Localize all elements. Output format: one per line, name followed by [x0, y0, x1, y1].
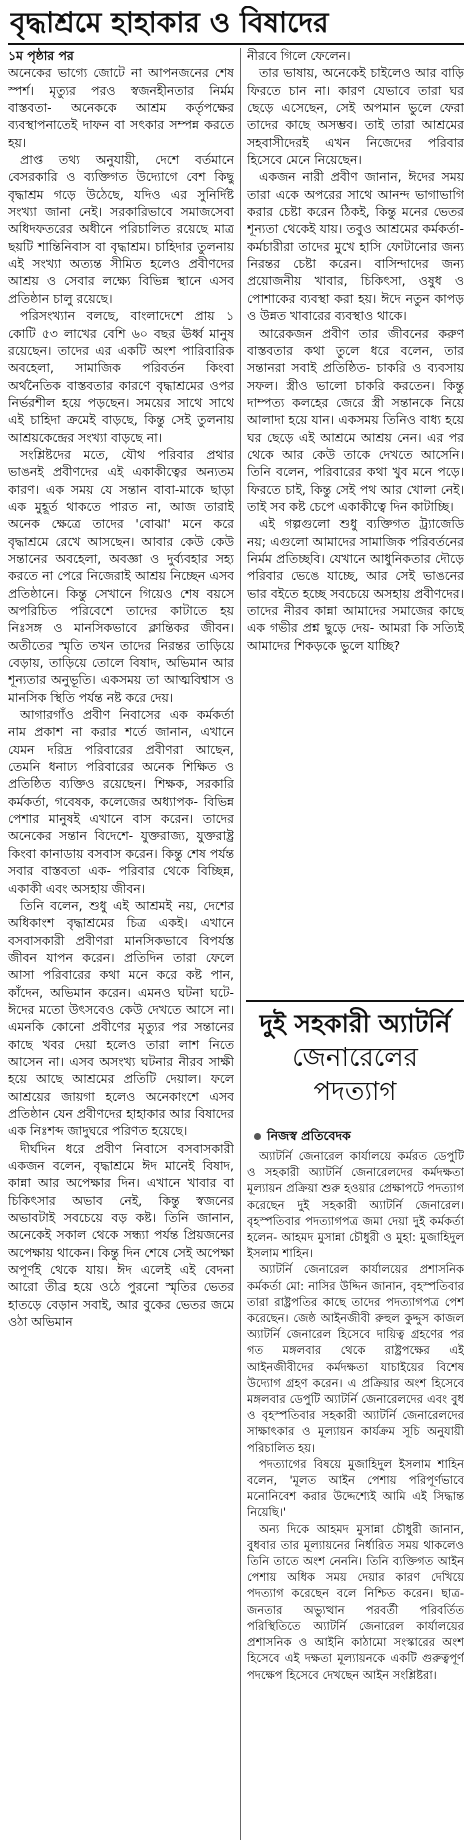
second-article-headline [246, 1007, 464, 1109]
article-paragraph: আরেকজন প্রবীণ তার জীবনের করুণ বাস্তবতার কথা তুলে ধরে বলেন, তার সন্তানরা সবাই প্রতিষ্ঠিত- চাকরি ও ব্যবসায় সফল। স্ত্রীও ভালো চাকরি করতেন। কিন্তু দাম্পত্য কলহের জেরে স্ত্রী সন্তানকে নিয়ে আলাদা হয়ে যান। একসময় তিনিও বাধ্য হয়ে ঘর ছেড়ে এই আশ্রমে আশ্রয় নেন। এর পর থেকে আর কেউ তাকে দেখতে আসেনি। তিনি বলেন, পরিবারের কথা খুব মনে পড়ে। ফিরতে চাই, কিন্তু সেই পথ আর খোলা নেই। তাই সব কষ্ট চেপে একাকীত্বে দিন কাটাচ্ছি। [247, 325, 464, 514]
headline-line-2: জেনারেলের [292, 1043, 418, 1073]
second-article-body [247, 1148, 464, 1842]
article-paragraph: প্রাপ্ত তথ্য অনুযায়ী, দেশে বর্তমানে বেসরকারি ও ব্যক্তিগত উদ্যোগে বেশ কিছু বৃদ্ধাশ্রম গড়ে উঠেছে, যদিও এর সুনির্দিষ্ট সংখ্যা জানা নেই। সরকারিভাবে সমাজসেবা অধিদফতরের অধীনে পরিচালিত রয়েছে মাত্র ছয়টি শান্তিনিবাস বা বৃদ্ধাশ্রম। চাহিদার তুলনায় এই সংখ্যা অত্যন্ত সীমিত হলেও প্রবীণদের আশ্রয় ও সেবার লক্ষ্যে বিভিন্ন স্থানে এসব প্রতিষ্ঠান চালু রয়েছে। [8, 152, 234, 306]
article-paragraph: পদত্যাগের বিষয়ে মুজাহিদুল ইসলাম শাহিন বলেন, 'মূলত আইন পেশায় পরিপূর্ণভাবে মনোনিবেশ করার উদ্দেশ্যেই আমি এই সিদ্ধান্ত নিয়েছি।' [247, 1456, 464, 1520]
article-paragraph: পরিসংখ্যান বলছে, বাংলাদেশে প্রায় ১ কোটি ৫৩ লাখের বেশি ৬০ বছর ঊর্ধ্ব মানুষ রয়েছেন। তাদের এর একটি অংশ পারিবারিক অবহেলা, সামাজিক পরিবর্তন কিংবা অর্থনৈতিক বাস্তবতার কারণে বৃদ্ধাশ্রমের ওপর নির্ভরশীল হয়ে পড়ছেন। সময়ের সাথে সাথে এই চাহিদা ক্রমেই বাড়ছে, কিন্তু সেই তুলনায় আশ্রয়কেন্দ্রের সংখ্যা বাড়ছে না। [8, 308, 234, 445]
article-paragraph: অ্যাটর্নি জেনারেল কার্যালয়ের প্রশাসনিক কর্মকর্তা মো: নাসির উদ্দিন জানান, বৃহস্পতিবার তারা রাষ্ট্রপতির কাছে তাদের পদত্যাগপত্র পেশ করেছেন। জেষ্ঠ আইনজীবী রুহুল কুদ্দুস কাজল অ্যাটর্নি জেনারেল হিসেবে দায়িত্ব গ্রহণের পর গত মঙ্গলবার থেকে রাষ্ট্রপক্ষের এই আইনজীবীদের কর্মদক্ষতা যাচাইয়ের বিশেষ উদ্যোগ গ্রহণ করেন। এ প্রক্রিয়ার অংশ হিসেবে মঙ্গলবার ডেপুটি অ্যাটর্নি জেনারেলদের এবং বুধ ও বৃহস্পতিবার সহকারী অ্যাটর্নি জেনারেলদের সাক্ষাৎকার ও মূল্যায়ন কার্যক্রম সূচি অনুযায়ী পরিচালিত হয়। [247, 1262, 464, 1455]
article-paragraph: দীর্ঘদিন ধরে প্রবীণ নিবাসে বসবাসকারী একজন বলেন, বৃদ্ধাশ্রমে ঈদ মানেই বিষাদ, কান্না আর অপেক্ষার দিন। এখানে খাবার বা চিকিৎসার অভাব নেই, কিন্তু স্বজনের অভাবটাই সবচেয়ে বড় কষ্ট। তিনি জানান, অনেকেই সকাল থেকে সন্ধ্যা পর্যন্ত প্রিয়জনের অপেক্ষায় থাকেন। কিন্তু দিন শেষে সেই অপেক্ষা অপূর্ণই থেকে যায়। ঈদ এলেই এই বেদনা আরো তীব্র হয়ে ওঠে পুরনো স্মৃতির ভেতর হাতড়ে বেড়ান সবাই, আর বুকের ভেতর জমে ওঠা অভিমান [8, 1140, 234, 1330]
headline-line-1: দুই সহকারী অ্যাটর্নি [259, 1009, 451, 1038]
article-paragraph: একজন নারী প্রবীণ জানান, ঈদের সময় তারা একে অপরের সাথে আনন্দ ভাগাভাগি করার চেষ্টা করেন ঠিকই, কিন্তু মনের ভেতর শূন্যতা থেকেই যায়। তবুও আশ্রমের কর্মকর্তা-কর্মচারীরা তাদের মুখে হাসি ফোটানোর জন্য নিরন্তর চেষ্টা করেন। বাসিন্দাদের জন্য প্রয়োজনীয় খাবার, চিকিৎসা, ওষুধ ও পোশাকের ব্যবস্থা করা হয়। ঈদে নতুন কাপড় ও উন্নত খাবারের ব্যবস্থাও থাকে। [247, 169, 464, 324]
article-paragraph: তার ভাষায়, অনেকেই চাইলেও আর বাড়ি ফিরতে চান না। কারণ যেভাবে তারা ঘর ছেড়ে এসেছেন, সেই অপমান ভুলে ফেরা তাদের কাছে অসম্ভব। তাই তারা আশ্রমের সহবাসীদেরই এখন নিজেদের পরিবার হিসেবে মেনে নিয়েছেন। [247, 65, 464, 168]
article-paragraph: তিনি বলেন, শুধু এই আশ্রমই নয়, দেশের অধিকাংশ বৃদ্ধাশ্রমের চিত্র একই। এখানে বসবাসকারী প্রবীণরা মানসিকভাবে বিপর্যস্ত জীবন যাপন করেন। প্রতিদিন তারা ফেলে আসা পরিবারের কথা মনে করে কষ্ট পান, কাঁদেন, অভিমান করেন। এমনও ঘটনা ঘটে- ঈদের মতো উৎসবেও কেউ দেখতে আসে না। এমনকি কোনো প্রবীণের মৃত্যুর পর সন্তানের কাছে খবর দেয়া হলেও তারা লাশ নিতে আসেন না। এসব অসংখ্য ঘটনার নীরব সাক্ষী হয়ে আছে আশ্রমের প্রতিটি দেয়াল। ফলে আশ্রয়ের জায়গা হলেও অনেকাংশে এসব প্রতিষ্ঠান যেন প্রবীণদের হাহাকার আর বিষাদের এক নিঃশব্দ জাদুঘরে পরিণত হয়েছে। [8, 897, 234, 1139]
headline-rule [8, 43, 464, 45]
article-separator [246, 1000, 464, 1002]
byline-text: নিজস্ব প্রতিবেদক [267, 1128, 351, 1143]
article-paragraph: এই গল্পগুলো শুধু ব্যক্তিগত ট্র্যাজেডি নয়; এগুলো আমাদের সামাজিক পরিবর্তনের নির্মম প্রতিচ্ছবি। যেখানে আধুনিকতার দৌড়ে পরিবার ভেঙে যাচ্ছে, আর সেই ভাঙনের ভার বইতে হচ্ছে সবচেয়ে অসহায় প্রবীণদের। তাদের নীরব কান্না আমাদের সমাজের কাছে এক গভীর প্রশ্ন ছুড়ে দেয়- আমরা কি সত্যিই আমাদের শিকড়কে ভুলে যাচ্ছি? [247, 516, 464, 653]
left-column [8, 47, 234, 1842]
headline-line-3: পদত্যাগ [313, 1077, 397, 1107]
column-divider [240, 48, 241, 1840]
article-paragraph: নীরবে গিলে ফেলেন। [247, 48, 351, 63]
bullet-icon [254, 1133, 261, 1140]
article-paragraph: অন্য দিকে আহমদ মুসান্না চৌধুরী জানান, বুধবার তার মূল্যায়নের নির্ধারিত সময় থাকলেও তিনি তাতে অংশ নেননি। তিনি ব্যক্তিগত আইন পেশায় অধিক সময় দেয়ার কারণ দেখিয়ে পদত্যাগ করেছেন বলে নিশ্চিত করেন। ছাত্র-জনতার অভ্যুত্থান পরবর্তী পরিবর্তিত পরিস্থিতিতে অ্যাটর্নি জেনারেল কার্যালয়ের প্রশাসনিক ও আইনি কাঠামো সংস্কারের অংশ হিসেবে এই দক্ষতা মূল্যায়নকে একটি গুরুত্বপূর্ণ পদক্ষেপ হিসেবে দেখছেন আইন সংশ্লিষ্টরা। [247, 1521, 464, 1682]
article-paragraph: অনেকের ভাগ্যে জোটে না আপনজনের শেষ স্পর্শ। মৃত্যুর পরও স্বজনহীনতার নির্মম বাস্তবতা- অনেককে আশ্রম কর্তৃপক্ষের ব্যবস্থাপনাতেই দাফন বা সৎকার সম্পন্ন করতে হয়। [8, 65, 234, 150]
article-paragraph: সংশ্লিষ্টদের মতে, যৌথ পরিবার প্রথার ভাঙনই প্রবীণদের এই একাকীত্বের অন্যতম কারণ। এক সময় যে সন্তান বাবা-মাকে ছাড়া এক মুহূর্ত থাকতে পারত না, আজ তারাই অনেক ক্ষেত্রে তাদের 'বোঝা' মনে করে বৃদ্ধাশ্রমে রেখে আসছেন। আবার কেউ কেউ সন্তানের অবহেলা, অবজ্ঞা ও দুর্ব্যবহার সহ্য করতে না পেরে নিজেরাই আশ্রয় নিচ্ছেন এসব প্রতিষ্ঠানে। কিন্তু সেখানে গিয়েও শেষ বয়সে অপরিচিত পরিবেশে তাদের কাটাতে হয় নিঃসঙ্গ ও মানসিকভাবে ক্লান্তিকর জীবন। অতীতের স্মৃতি তখন তাদের নিরন্তর তাড়িয়ে বেড়ায়, তাড়িয়ে তোলে বিষাদ, অভিমান আর শূন্যতার অনুভূতি। একসময় তা আত্মবিশ্বাস ও মানসিক স্থিতি পর্যন্ত নষ্ট করে দেয়। [8, 446, 234, 705]
article-paragraph: অ্যাটর্নি জেনারেল কার্যালয়ে কর্মরত ডেপুটি ও সহকারী অ্যাটর্নি জেনারেলদের কর্মদক্ষতা মূল্যায়ন প্রক্রিয়া শুরু হওয়ার প্রেক্ষাপটে পদত্যাগ করেছেন দুই সহকারী অ্যাটর্নি জেনারেল। বৃহস্পতিবার পদত্যাগপত্র জমা দেয়া দুই কর্মকর্তা হলেন- আহমদ মুসান্না চৌধুরী ও মুহা: মুজাহিদুল ইসলাম শাহিন। [247, 1149, 464, 1261]
article-paragraph: আগারগাঁও প্রবীণ নিবাসের এক কর্মকর্তা নাম প্রকাশ না করার শর্তে জানান, এখানে যেমন দরিদ্র পরিবারের প্রবীণরা আছেন, তেমনি ধনাঢ্য পরিবারের অনেক শিক্ষিত ও প্রতিষ্ঠিত ব্যক্তিও রয়েছেন। শিক্ষক, সরকারি কর্মকর্তা, গবেষক, কলেজের অধ্যাপক- বিভিন্ন পেশার মানুষই এখানে বাস করেন। তাদের অনেকের সন্তান বিদেশে- যুক্তরাজ্য, যুক্তরাষ্ট্র কিংবা কানাডায় বসবাস করেন। কিন্তু শেষ পর্যন্ত সবার বাস্তবতা এক- পরিবার থেকে বিচ্ছিন্ন, একাকী এবং অসহায় জীবন। [8, 707, 234, 896]
right-column [247, 47, 464, 997]
byline [254, 1128, 351, 1148]
continued-from-label: ১ম পৃষ্ঠার পর [8, 48, 74, 63]
headline: বৃদ্ধাশ্রমে হাহাকার ও বিষাদের [10, 6, 329, 39]
